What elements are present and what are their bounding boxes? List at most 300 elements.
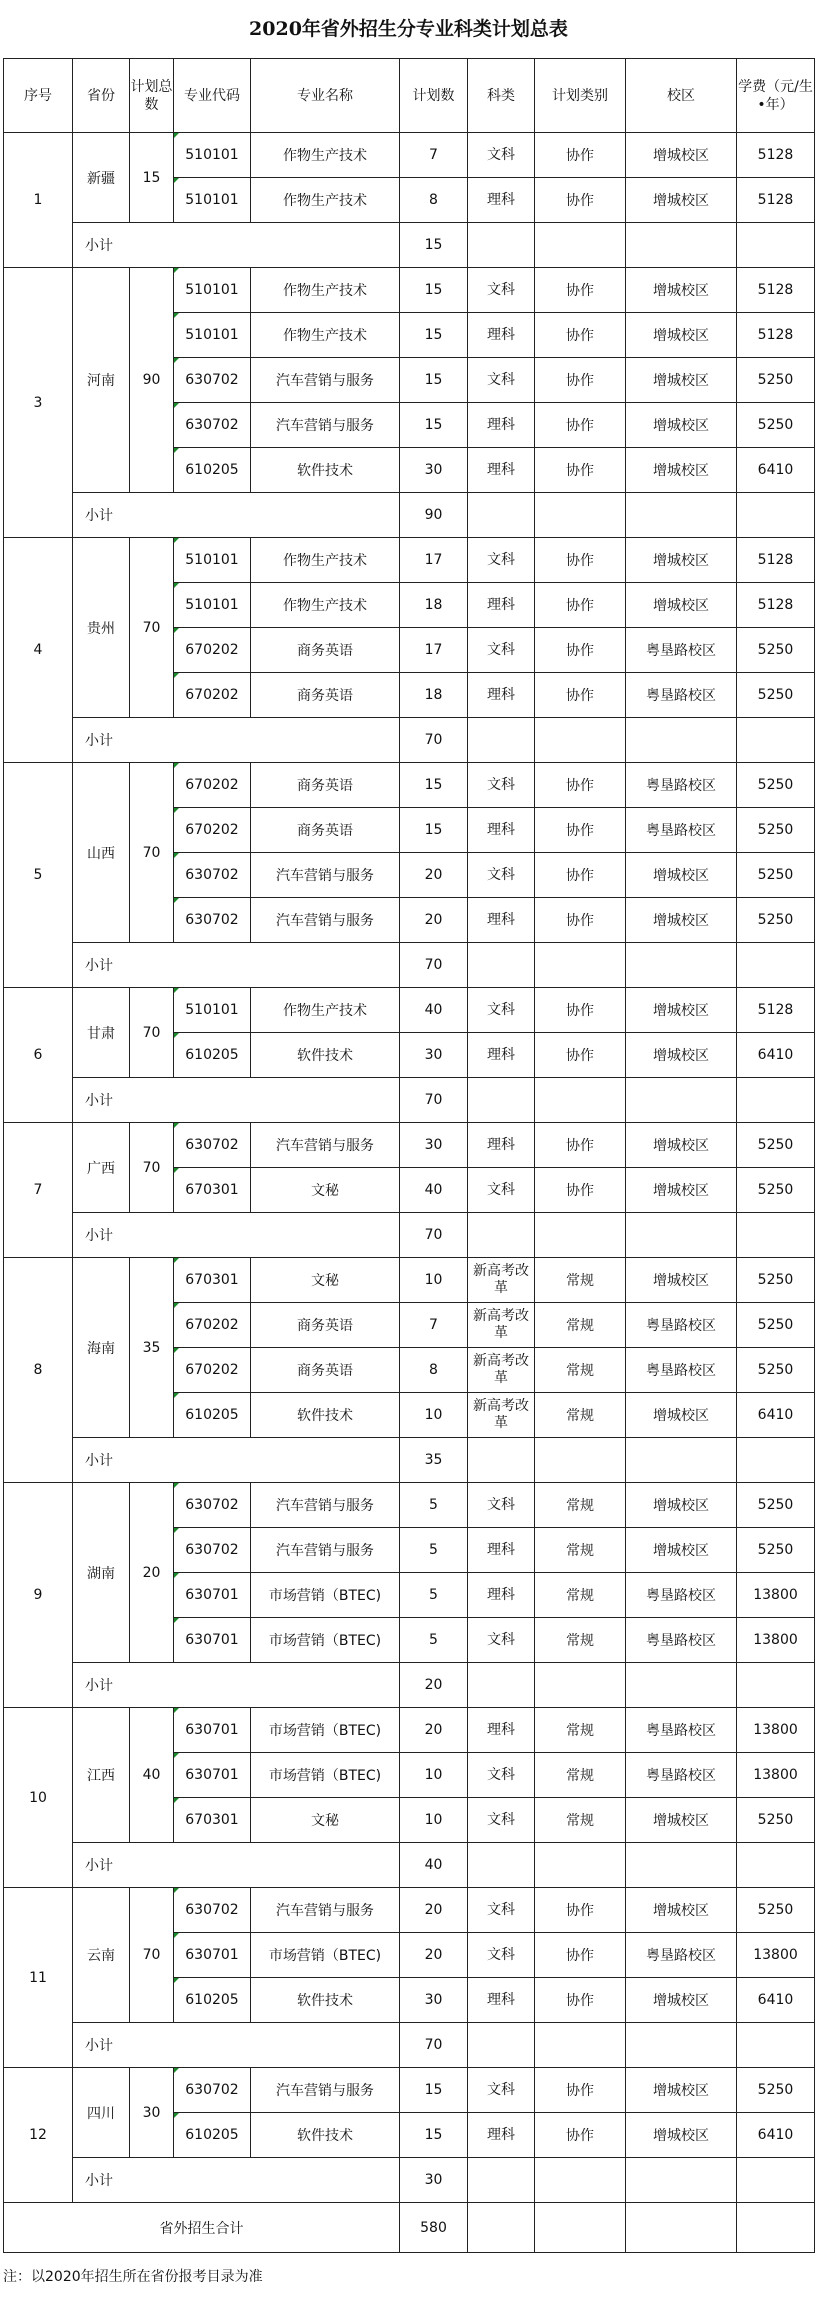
- campus-cell: 增城校区: [626, 403, 737, 448]
- major-name-cell: 市场营销（BTEC): [251, 1708, 400, 1753]
- table-row: [4, 1483, 815, 1528]
- tuition-cell: 6410: [737, 2113, 815, 2158]
- plan-type-cell: 常规: [535, 1708, 626, 1753]
- category-cell: 理科: [468, 898, 535, 943]
- subtotal-row: [4, 1438, 815, 1483]
- major-name-cell: 商务英语: [251, 763, 400, 808]
- empty-cell: [626, 943, 737, 988]
- header-campus: 校区: [626, 59, 737, 133]
- major-name-cell: 软件技术: [251, 1033, 400, 1078]
- campus-cell: 增城校区: [626, 853, 737, 898]
- major-name-cell: 软件技术: [251, 2113, 400, 2158]
- tuition-cell: 13800: [737, 1933, 815, 1978]
- subtotal-label: 小计: [73, 493, 400, 538]
- empty-cell: [468, 1213, 535, 1258]
- plan-count-cell: 20: [400, 898, 468, 943]
- subtotal-row: [4, 1213, 815, 1258]
- tuition-cell: 5128: [737, 988, 815, 1033]
- plan-count-cell: 10: [400, 1798, 468, 1843]
- subtotal-value: 70: [400, 718, 468, 763]
- plan-type-cell: 常规: [535, 1618, 626, 1663]
- category-cell: 理科: [468, 673, 535, 718]
- enrollment-plan-table: [3, 58, 815, 2253]
- campus-cell: 增城校区: [626, 988, 737, 1033]
- plan-total-cell: 70: [130, 1888, 174, 2023]
- major-code-cell: 610205: [174, 1978, 251, 2023]
- plan-count-cell: 40: [400, 988, 468, 1033]
- campus-cell: 粤垦路校区: [626, 1933, 737, 1978]
- subtotal-label: 小计: [73, 1078, 400, 1123]
- tuition-cell: 13800: [737, 1618, 815, 1663]
- campus-cell: 增城校区: [626, 1978, 737, 2023]
- subtotal-label: 小计: [73, 943, 400, 988]
- empty-cell: [737, 943, 815, 988]
- province-cell: 云南: [73, 1888, 130, 2023]
- tuition-cell: 5250: [737, 1528, 815, 1573]
- plan-count-cell: 17: [400, 538, 468, 583]
- campus-cell: 增城校区: [626, 133, 737, 178]
- plan-count-cell: 7: [400, 1303, 468, 1348]
- category-cell: 文科: [468, 763, 535, 808]
- category-cell: 文科: [468, 988, 535, 1033]
- province-cell: 广西: [73, 1123, 130, 1213]
- plan-count-cell: 30: [400, 448, 468, 493]
- subtotal-label: 小计: [73, 2023, 400, 2068]
- seq-cell: 8: [4, 1258, 73, 1483]
- subtotal-value: 20: [400, 1663, 468, 1708]
- plan-count-cell: 15: [400, 313, 468, 358]
- table-row: [4, 1258, 815, 1303]
- tuition-cell: 5250: [737, 1168, 815, 1213]
- major-name-cell: 商务英语: [251, 1303, 400, 1348]
- tuition-cell: 5128: [737, 178, 815, 223]
- major-name-cell: 汽车营销与服务: [251, 1123, 400, 1168]
- tuition-cell: 5250: [737, 358, 815, 403]
- tuition-cell: 5128: [737, 133, 815, 178]
- category-cell: 文科: [468, 268, 535, 313]
- campus-cell: 增城校区: [626, 1888, 737, 1933]
- category-cell: 文科: [468, 2068, 535, 2113]
- major-code-cell: 630702: [174, 2068, 251, 2113]
- campus-cell: 粤垦路校区: [626, 1708, 737, 1753]
- empty-cell: [626, 2203, 737, 2253]
- table-row: [4, 763, 815, 808]
- plan-type-cell: 常规: [535, 1798, 626, 1843]
- footnote: 注：以2020年招生所在省份报考目录为准: [3, 2269, 263, 2285]
- plan-count-cell: 15: [400, 2113, 468, 2158]
- major-code-cell: 630702: [174, 1123, 251, 1168]
- campus-cell: 增城校区: [626, 1168, 737, 1213]
- province-cell: 四川: [73, 2068, 130, 2158]
- plan-type-cell: 协作: [535, 988, 626, 1033]
- major-code-cell: 630701: [174, 1618, 251, 1663]
- plan-count-cell: 10: [400, 1258, 468, 1303]
- empty-cell: [535, 1663, 626, 1708]
- table-row: [4, 133, 815, 178]
- empty-cell: [737, 493, 815, 538]
- campus-cell: 增城校区: [626, 538, 737, 583]
- empty-cell: [535, 493, 626, 538]
- plan-type-cell: 协作: [535, 628, 626, 673]
- plan-type-cell: 协作: [535, 448, 626, 493]
- plan-count-cell: 15: [400, 268, 468, 313]
- tuition-cell: 5250: [737, 1303, 815, 1348]
- plan-type-cell: 常规: [535, 1303, 626, 1348]
- campus-cell: 增城校区: [626, 178, 737, 223]
- category-cell: 新高考改革: [468, 1393, 535, 1438]
- category-cell: 文科: [468, 853, 535, 898]
- plan-type-cell: 常规: [535, 1348, 626, 1393]
- category-cell: 理科: [468, 1708, 535, 1753]
- empty-cell: [626, 718, 737, 763]
- major-name-cell: 商务英语: [251, 808, 400, 853]
- table-row: [4, 538, 815, 583]
- tuition-cell: 5128: [737, 538, 815, 583]
- major-name-cell: 汽车营销与服务: [251, 1888, 400, 1933]
- empty-cell: [468, 1843, 535, 1888]
- category-cell: 新高考改革: [468, 1303, 535, 1348]
- category-cell: 文科: [468, 1483, 535, 1528]
- empty-cell: [535, 2158, 626, 2203]
- category-cell: 文科: [468, 1933, 535, 1978]
- campus-cell: 粤垦路校区: [626, 1753, 737, 1798]
- header-tuition: 学费（元/生•年）: [737, 59, 815, 133]
- campus-cell: 增城校区: [626, 313, 737, 358]
- table-row: [4, 1708, 815, 1753]
- campus-cell: 增城校区: [626, 448, 737, 493]
- campus-cell: 增城校区: [626, 1528, 737, 1573]
- tuition-cell: 5250: [737, 898, 815, 943]
- plan-count-cell: 30: [400, 1033, 468, 1078]
- major-code-cell: 630702: [174, 403, 251, 448]
- empty-cell: [737, 1843, 815, 1888]
- seq-cell: 5: [4, 763, 73, 988]
- major-code-cell: 670301: [174, 1798, 251, 1843]
- plan-type-cell: 协作: [535, 1933, 626, 1978]
- subtotal-value: 70: [400, 1213, 468, 1258]
- empty-cell: [737, 2203, 815, 2253]
- province-cell: 湖南: [73, 1483, 130, 1663]
- subtotal-value: 35: [400, 1438, 468, 1483]
- plan-type-cell: 协作: [535, 1168, 626, 1213]
- header-seq: 序号: [4, 59, 73, 133]
- major-name-cell: 软件技术: [251, 448, 400, 493]
- major-name-cell: 汽车营销与服务: [251, 1483, 400, 1528]
- major-code-cell: 630701: [174, 1708, 251, 1753]
- empty-cell: [626, 1438, 737, 1483]
- empty-cell: [468, 223, 535, 268]
- campus-cell: 增城校区: [626, 583, 737, 628]
- major-name-cell: 作物生产技术: [251, 133, 400, 178]
- campus-cell: 增城校区: [626, 1798, 737, 1843]
- category-cell: 文科: [468, 628, 535, 673]
- seq-cell: 10: [4, 1708, 73, 1888]
- subtotal-row: [4, 1078, 815, 1123]
- category-cell: 理科: [468, 1978, 535, 2023]
- campus-cell: 增城校区: [626, 898, 737, 943]
- empty-cell: [737, 718, 815, 763]
- subtotal-row: [4, 2158, 815, 2203]
- empty-cell: [737, 1663, 815, 1708]
- major-code-cell: 630702: [174, 358, 251, 403]
- major-name-cell: 文秘: [251, 1798, 400, 1843]
- seq-cell: 3: [4, 268, 73, 538]
- tuition-cell: 13800: [737, 1708, 815, 1753]
- empty-cell: [737, 223, 815, 268]
- tuition-cell: 5250: [737, 763, 815, 808]
- plan-count-cell: 15: [400, 358, 468, 403]
- tuition-cell: 5128: [737, 268, 815, 313]
- header-province: 省份: [73, 59, 130, 133]
- campus-cell: 增城校区: [626, 1393, 737, 1438]
- major-code-cell: 630702: [174, 853, 251, 898]
- plan-type-cell: 协作: [535, 403, 626, 448]
- major-code-cell: 670301: [174, 1258, 251, 1303]
- major-name-cell: 软件技术: [251, 1393, 400, 1438]
- plan-type-cell: 协作: [535, 583, 626, 628]
- major-code-cell: 630701: [174, 1573, 251, 1618]
- plan-type-cell: 协作: [535, 808, 626, 853]
- empty-cell: [535, 1843, 626, 1888]
- grand-total-label: 省外招生合计: [4, 2203, 400, 2253]
- empty-cell: [737, 1078, 815, 1123]
- subtotal-label: 小计: [73, 1663, 400, 1708]
- category-cell: 理科: [468, 448, 535, 493]
- header-major-name: 专业名称: [251, 59, 400, 133]
- major-code-cell: 510101: [174, 133, 251, 178]
- category-cell: 文科: [468, 1618, 535, 1663]
- category-cell: 理科: [468, 1123, 535, 1168]
- plan-total-cell: 70: [130, 988, 174, 1078]
- province-cell: 山西: [73, 763, 130, 943]
- tuition-cell: 5128: [737, 583, 815, 628]
- plan-type-cell: 协作: [535, 1888, 626, 1933]
- plan-count-cell: 20: [400, 1888, 468, 1933]
- empty-cell: [468, 718, 535, 763]
- tuition-cell: 6410: [737, 448, 815, 493]
- plan-type-cell: 协作: [535, 2068, 626, 2113]
- major-name-cell: 软件技术: [251, 1978, 400, 2023]
- plan-type-cell: 协作: [535, 538, 626, 583]
- plan-total-cell: 40: [130, 1708, 174, 1843]
- major-code-cell: 670202: [174, 808, 251, 853]
- campus-cell: 增城校区: [626, 1258, 737, 1303]
- tuition-cell: 5250: [737, 1348, 815, 1393]
- subtotal-label: 小计: [73, 718, 400, 763]
- plan-type-cell: 协作: [535, 1123, 626, 1168]
- province-cell: 新疆: [73, 133, 130, 223]
- subtotal-label: 小计: [73, 1213, 400, 1258]
- header-plan-count: 计划数: [400, 59, 468, 133]
- empty-cell: [626, 1213, 737, 1258]
- category-cell: 理科: [468, 178, 535, 223]
- table-row: [4, 2068, 815, 2113]
- major-name-cell: 市场营销（BTEC): [251, 1618, 400, 1663]
- empty-cell: [468, 493, 535, 538]
- major-name-cell: 市场营销（BTEC): [251, 1933, 400, 1978]
- header-plan-total: 计划总数: [130, 59, 174, 133]
- major-name-cell: 汽车营销与服务: [251, 1528, 400, 1573]
- plan-count-cell: 20: [400, 1933, 468, 1978]
- plan-type-cell: 协作: [535, 898, 626, 943]
- major-name-cell: 汽车营销与服务: [251, 898, 400, 943]
- plan-type-cell: 常规: [535, 1483, 626, 1528]
- major-name-cell: 商务英语: [251, 1348, 400, 1393]
- major-code-cell: 510101: [174, 313, 251, 358]
- plan-count-cell: 5: [400, 1573, 468, 1618]
- subtotal-value: 70: [400, 2023, 468, 2068]
- major-code-cell: 670202: [174, 673, 251, 718]
- category-cell: 理科: [468, 583, 535, 628]
- subtotal-value: 15: [400, 223, 468, 268]
- tuition-cell: 5250: [737, 808, 815, 853]
- plan-count-cell: 18: [400, 673, 468, 718]
- category-cell: 理科: [468, 1573, 535, 1618]
- empty-cell: [468, 2203, 535, 2253]
- plan-type-cell: 协作: [535, 853, 626, 898]
- empty-cell: [737, 1213, 815, 1258]
- plan-type-cell: 协作: [535, 178, 626, 223]
- empty-cell: [535, 1438, 626, 1483]
- major-name-cell: 商务英语: [251, 673, 400, 718]
- campus-cell: 增城校区: [626, 1033, 737, 1078]
- subtotal-value: 90: [400, 493, 468, 538]
- plan-total-cell: 30: [130, 2068, 174, 2158]
- plan-total-cell: 70: [130, 763, 174, 943]
- tuition-cell: 5128: [737, 313, 815, 358]
- category-cell: 文科: [468, 1168, 535, 1213]
- plan-type-cell: 协作: [535, 2113, 626, 2158]
- plan-total-cell: 15: [130, 133, 174, 223]
- subtotal-row: [4, 1663, 815, 1708]
- seq-cell: 9: [4, 1483, 73, 1708]
- table-row: [4, 1123, 815, 1168]
- tuition-cell: 5250: [737, 1888, 815, 1933]
- plan-count-cell: 18: [400, 583, 468, 628]
- subtotal-row: [4, 1843, 815, 1888]
- major-name-cell: 市场营销（BTEC): [251, 1573, 400, 1618]
- empty-cell: [468, 1663, 535, 1708]
- major-code-cell: 610205: [174, 448, 251, 493]
- plan-type-cell: 常规: [535, 1258, 626, 1303]
- tuition-cell: 5250: [737, 1123, 815, 1168]
- category-cell: 文科: [468, 538, 535, 583]
- empty-cell: [626, 2023, 737, 2068]
- major-code-cell: 670202: [174, 1348, 251, 1393]
- plan-total-cell: 90: [130, 268, 174, 493]
- tuition-cell: 5250: [737, 628, 815, 673]
- plan-type-cell: 协作: [535, 313, 626, 358]
- province-cell: 河南: [73, 268, 130, 493]
- plan-total-cell: 20: [130, 1483, 174, 1663]
- grand-total-row: [4, 2203, 815, 2253]
- major-code-cell: 510101: [174, 583, 251, 628]
- plan-type-cell: 协作: [535, 268, 626, 313]
- plan-count-cell: 17: [400, 628, 468, 673]
- plan-type-cell: 常规: [535, 1753, 626, 1798]
- empty-cell: [737, 2023, 815, 2068]
- major-code-cell: 610205: [174, 1033, 251, 1078]
- category-cell: 理科: [468, 808, 535, 853]
- empty-cell: [468, 2158, 535, 2203]
- plan-total-cell: 70: [130, 538, 174, 718]
- major-name-cell: 汽车营销与服务: [251, 358, 400, 403]
- campus-cell: 粤垦路校区: [626, 628, 737, 673]
- plan-count-cell: 8: [400, 178, 468, 223]
- major-code-cell: 670202: [174, 763, 251, 808]
- empty-cell: [626, 1843, 737, 1888]
- table-row: [4, 988, 815, 1033]
- table-body: [4, 133, 815, 2253]
- plan-count-cell: 20: [400, 1708, 468, 1753]
- plan-count-cell: 10: [400, 1753, 468, 1798]
- table-header-row: [4, 59, 815, 133]
- subtotal-row: [4, 2023, 815, 2068]
- plan-count-cell: 40: [400, 1168, 468, 1213]
- header-major-code: 专业代码: [174, 59, 251, 133]
- plan-total-cell: 35: [130, 1258, 174, 1438]
- major-code-cell: 630702: [174, 1528, 251, 1573]
- empty-cell: [626, 493, 737, 538]
- major-name-cell: 作物生产技术: [251, 583, 400, 628]
- subtotal-row: [4, 718, 815, 763]
- major-name-cell: 作物生产技术: [251, 313, 400, 358]
- tuition-cell: 5250: [737, 1258, 815, 1303]
- plan-count-cell: 7: [400, 133, 468, 178]
- empty-cell: [535, 1078, 626, 1123]
- major-code-cell: 630702: [174, 1483, 251, 1528]
- empty-cell: [626, 2158, 737, 2203]
- campus-cell: 增城校区: [626, 2068, 737, 2113]
- campus-cell: 粤垦路校区: [626, 1348, 737, 1393]
- plan-count-cell: 5: [400, 1618, 468, 1663]
- category-cell: 理科: [468, 403, 535, 448]
- tuition-cell: 5250: [737, 403, 815, 448]
- tuition-cell: 5250: [737, 1483, 815, 1528]
- category-cell: 理科: [468, 313, 535, 358]
- major-code-cell: 670202: [174, 628, 251, 673]
- major-name-cell: 作物生产技术: [251, 988, 400, 1033]
- tuition-cell: 5250: [737, 853, 815, 898]
- tuition-cell: 5250: [737, 1798, 815, 1843]
- major-name-cell: 市场营销（BTEC): [251, 1753, 400, 1798]
- major-name-cell: 汽车营销与服务: [251, 853, 400, 898]
- empty-cell: [737, 2158, 815, 2203]
- plan-type-cell: 常规: [535, 1393, 626, 1438]
- empty-cell: [737, 1438, 815, 1483]
- plan-count-cell: 15: [400, 2068, 468, 2113]
- subtotal-row: [4, 223, 815, 268]
- campus-cell: 粤垦路校区: [626, 1573, 737, 1618]
- campus-cell: 粤垦路校区: [626, 763, 737, 808]
- tuition-cell: 5250: [737, 2068, 815, 2113]
- plan-count-cell: 15: [400, 403, 468, 448]
- major-code-cell: 610205: [174, 2113, 251, 2158]
- seq-cell: 4: [4, 538, 73, 763]
- subtotal-label: 小计: [73, 1438, 400, 1483]
- plan-type-cell: 协作: [535, 673, 626, 718]
- empty-cell: [535, 2023, 626, 2068]
- plan-type-cell: 常规: [535, 1528, 626, 1573]
- empty-cell: [468, 1438, 535, 1483]
- tuition-cell: 13800: [737, 1573, 815, 1618]
- empty-cell: [535, 943, 626, 988]
- major-name-cell: 商务英语: [251, 628, 400, 673]
- seq-cell: 6: [4, 988, 73, 1123]
- plan-type-cell: 协作: [535, 358, 626, 403]
- major-name-cell: 文秘: [251, 1168, 400, 1213]
- table-row: [4, 1888, 815, 1933]
